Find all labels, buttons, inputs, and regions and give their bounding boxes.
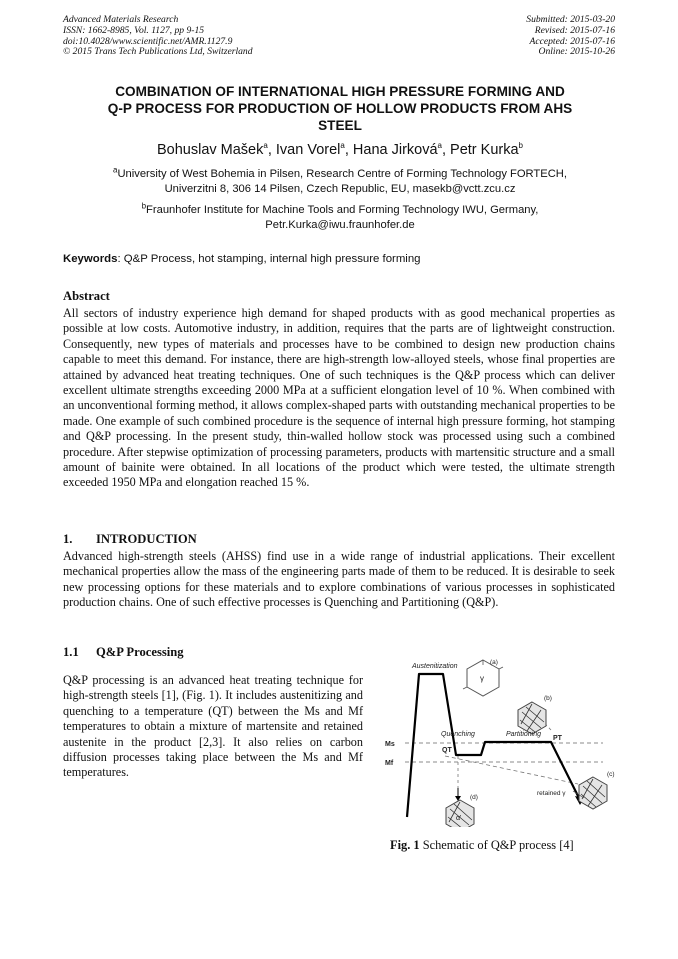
title-line: Q-P PROCESS FOR PRODUCTION OF HOLLOW PRODUCTS FROM AHS (107, 101, 573, 116)
title-line: STEEL (318, 118, 362, 133)
affiliation-text: University of West Bohemia in Pilsen, Research Centre of Forming Technology FORTECH, (117, 168, 567, 180)
affiliation-text: Univerzitni 8, 306 14 Pilsen, Czech Republic, EU, masekb@vctt.zcu.cz (164, 182, 516, 195)
author-name: Petr Kurka (450, 142, 519, 158)
figure-label: Fig. 1 (390, 838, 420, 852)
retained-gamma-label: retained γ (537, 790, 566, 797)
texture-line (463, 687, 467, 689)
subsection-body: Q&P processing is an advanced heat treating technique for high-strength steels [1], (Fig. 1). It includes austenitizing and quenching to a temperature (QT) between the Ms and Mf temperatures to obtain a mixture of martensite and retained austenite in the product [2,3]. It also relies on carbon diffusion processes taking place between the Ms and Mf temperatures. (63, 673, 363, 780)
alpha-prime-symbol: α' (456, 815, 462, 822)
copyright: © 2015 Trans Tech Publications Ltd, Switzerland (63, 46, 253, 58)
affiliation-mark: a (263, 141, 268, 151)
keywords-text: : Q&P Process, hot stamping, internal high pressure forming (117, 253, 421, 265)
pt-label: PT (553, 735, 562, 742)
journal-header-left (63, 15, 253, 58)
section-title: INTRODUCTION (96, 532, 197, 546)
quenching-label: Quenching (441, 731, 475, 738)
microstructure-d (446, 800, 474, 827)
subsection-number: 1.1 (63, 645, 79, 659)
qp-process-diagram (381, 652, 619, 827)
affiliation-mark: a (113, 165, 118, 175)
submitted-date: Submitted: 2015-03-20 (526, 14, 615, 25)
affiliation-mark: b (518, 141, 523, 151)
journal-name: Advanced Materials Research (63, 14, 179, 25)
separator: , (441, 142, 451, 158)
affiliation-text: Petr.Kurka@iwu.fraunhofer.de (265, 218, 415, 231)
subsection-heading (63, 645, 184, 660)
label-d: (d) (470, 794, 478, 801)
accepted-date: Accepted: 2015-07-16 (529, 35, 615, 47)
author-name: Hana Jirková (352, 142, 438, 158)
paper-title (60, 83, 620, 134)
separator: , (344, 142, 353, 158)
label-a: (a) (490, 659, 498, 666)
affiliation-a (70, 167, 610, 196)
affiliation-b (70, 203, 610, 232)
texture-line (499, 667, 503, 669)
partitioning-label: Partitioning (506, 731, 542, 738)
affiliation-mark: b (141, 201, 147, 211)
separator: , (267, 142, 276, 158)
online-date: Online: 2015-10-26 (538, 46, 615, 58)
ms-label: Ms (385, 741, 395, 748)
abstract-body: All sectors of industry experience high demand for shaped products with as good mechanical properties as possible at low costs. Automotive industry, in addition, requires that the parts are of lightweight construction. Consequently, new types of materials and processes have to be combined to design new production chains capable to meet this demand. For instance, there are high-strength low-alloyed steels, whose final properties are attained by advanced heat treating techniques. One of such techniques is the Q&P process which can deliver excellent ultimate strengths exceeding 2000 MPa at a sufficient elongation level of 10 %. When combined with an unconventional forming method, it allows complex-shaped parts with outstanding mechanical properties to be made. One example of such combined procedure is the sequence of internal high pressure forming, hot stamping and Q&P processing. In the present study, thin-walled hollow stock was processed using such a combined procedure. After stepwise optimization of processing parameters, products with martensitic structure and a small amount of bainite were obtained. In all locations of the product which were tested, the ultimate strength exceeded 1950 MPa and elongation reached 15 %. (63, 306, 615, 490)
qt-label: QT (442, 747, 452, 754)
label-c: (c) (607, 771, 615, 778)
keywords-label: Keywords (63, 253, 118, 265)
label-b: (b) (544, 695, 552, 702)
affiliation-mark: a (437, 141, 442, 151)
author-name: Ivan Vorel (275, 142, 341, 158)
gamma-symbol: γ (480, 674, 484, 683)
keywords (63, 252, 615, 266)
qt-to-c-dashed (445, 756, 578, 784)
introduction-heading (63, 532, 197, 547)
austenitization-label: Austenitization (412, 663, 458, 670)
journal-header-right (526, 15, 615, 58)
issn: ISSN: 1662-8985, Vol. 1127, pp 9-15 (63, 24, 205, 36)
mf-label: Mf (385, 760, 394, 767)
author-name: Bohuslav Mašek (156, 142, 264, 158)
affiliation-mark: a (340, 141, 345, 151)
figure-caption (390, 838, 610, 853)
subsection-title: Q&P Processing (96, 645, 184, 659)
doi: doi:10.4028/www.scientific.net/AMR.1127.9 (63, 35, 233, 47)
affiliation-text: Fraunhofer Institute for Machine Tools and Forming Technology IWU, Germany, (146, 204, 539, 216)
author-list (60, 142, 620, 159)
section-number: 1. (63, 532, 73, 546)
qp-process-figure (381, 652, 619, 827)
revised-date: Revised: 2015-07-16 (534, 24, 615, 36)
figure-caption-text: Schematic of Q&P process [4] (419, 838, 574, 852)
title-line: COMBINATION OF INTERNATIONAL HIGH PRESSURE FORMING AND (115, 84, 565, 99)
abstract-heading: Abstract (63, 289, 110, 303)
introduction-body: Advanced high-strength steels (AHSS) find use in a wide range of industrial applications. Their excellent mechanical properties allow the mass of the engineering parts made of them to be reduced. It is desirable to seek new processing options for these materials and to explore combinations of various processes in sophisticated production chains. One of such effective processes is Quenching and Partitioning (Q&P). (63, 549, 615, 610)
